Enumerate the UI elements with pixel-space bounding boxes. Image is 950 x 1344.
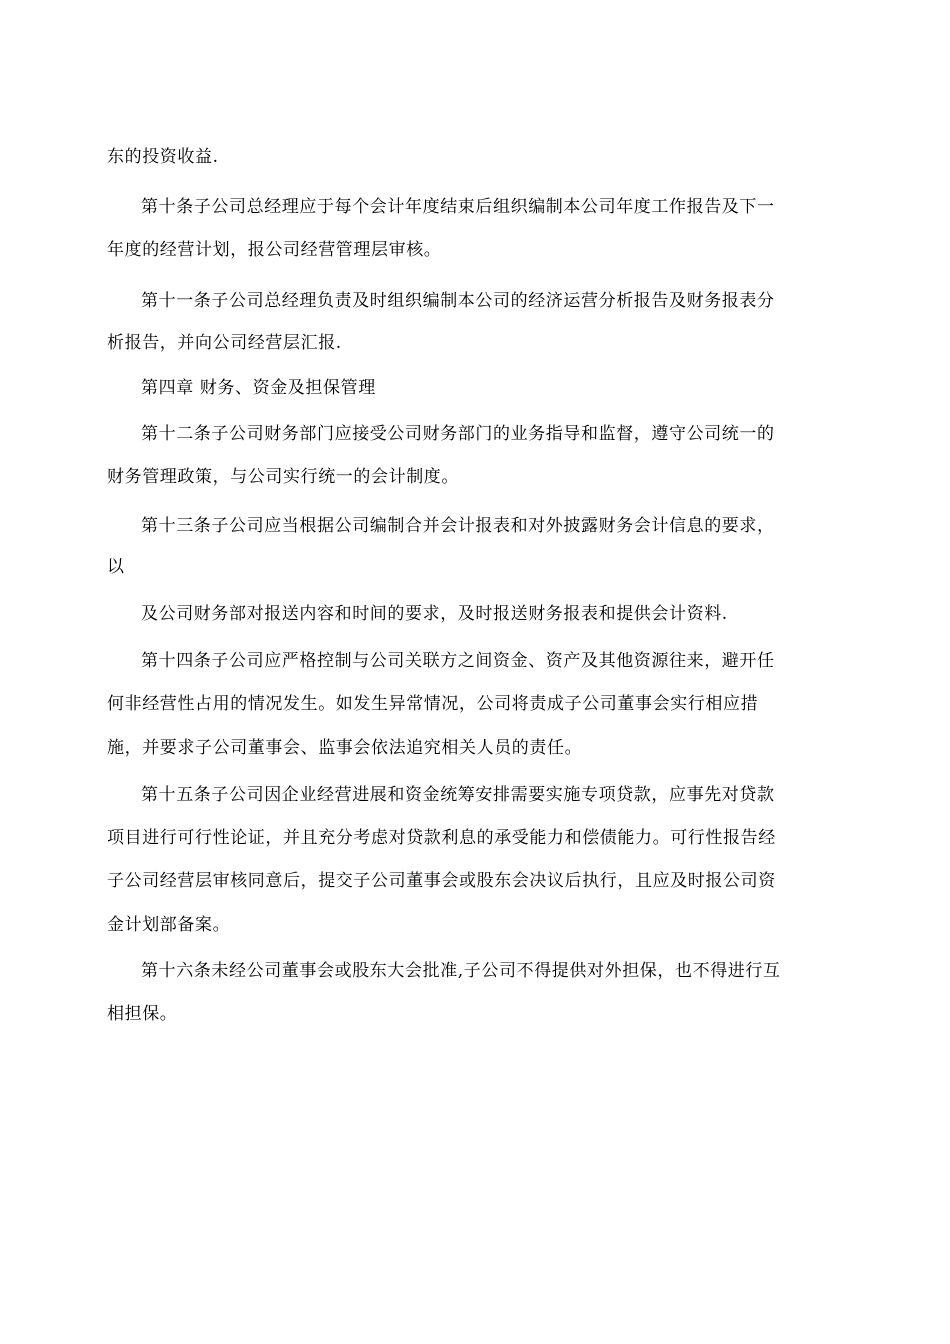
article-13-line-2: 以 <box>107 557 125 577</box>
article-14-line-3: 施，并要求子公司董事会、监事会依法追究相关人员的责任。 <box>107 738 583 758</box>
chapter-4-heading: 第四章 财务、资金及担保管理 <box>141 378 376 398</box>
article-15-line-1: 第十五条子公司因企业经营进展和资金统筹安排需要实施专项贷款，应事先对贷款 <box>141 785 775 805</box>
article-15-line-3: 子公司经营层审核同意后，提交子公司董事会或股东会决议后执行，且应及时报公司资 <box>107 871 776 891</box>
article-12-line-1: 第十二条子公司财务部门应接受公司财务部门的业务指导和监督，遵守公司统一的 <box>141 424 775 444</box>
article-12-line-2: 财务管理政策，与公司实行统一的会计制度。 <box>107 467 459 487</box>
article-13-line-1: 第十三条子公司应当根据公司编制合并会计报表和对外披露财务会计信息的要求， <box>141 516 775 536</box>
article-15-line-2: 项目进行可行性论证，并且充分考虑对贷款利息的承受能力和偿债能力。可行性报告经 <box>107 828 776 848</box>
article-10-line-2: 年度的经营计划，报公司经营管理层审核。 <box>107 240 442 260</box>
article-11-line-1: 第十一条子公司总经理负责及时组织编制本公司的经济运营分析报告及财务报表分 <box>141 291 775 311</box>
article-13-line-3: 及公司财务部对报送内容和时间的要求，及时报送财务报表和提供会计资料. <box>141 604 728 624</box>
article-16-line-1: 第十六条未经公司董事会或股东大会批准,子公司不得提供对外担保，也不得进行互 <box>141 961 781 981</box>
article-10-line-1: 第十条子公司总经理应于每个会计年度结束后组织编制本公司年度工作报告及下一 <box>141 197 775 217</box>
article-11-line-2: 析报告，并向公司经营层汇报. <box>107 333 342 353</box>
article-16-line-2: 相担保。 <box>107 1004 178 1024</box>
article-14-line-2: 何非经营性占用的情况发生。如发生异常情况，公司将责成子公司董事会实行相应措 <box>107 694 759 714</box>
article-15-line-4: 金计划部备案。 <box>107 915 231 935</box>
article-14-line-1: 第十四条子公司应严格控制与公司关联方之间资金、资产及其他资源往来，避开任 <box>141 651 775 671</box>
text-line: 东的投资收益. <box>107 147 219 167</box>
